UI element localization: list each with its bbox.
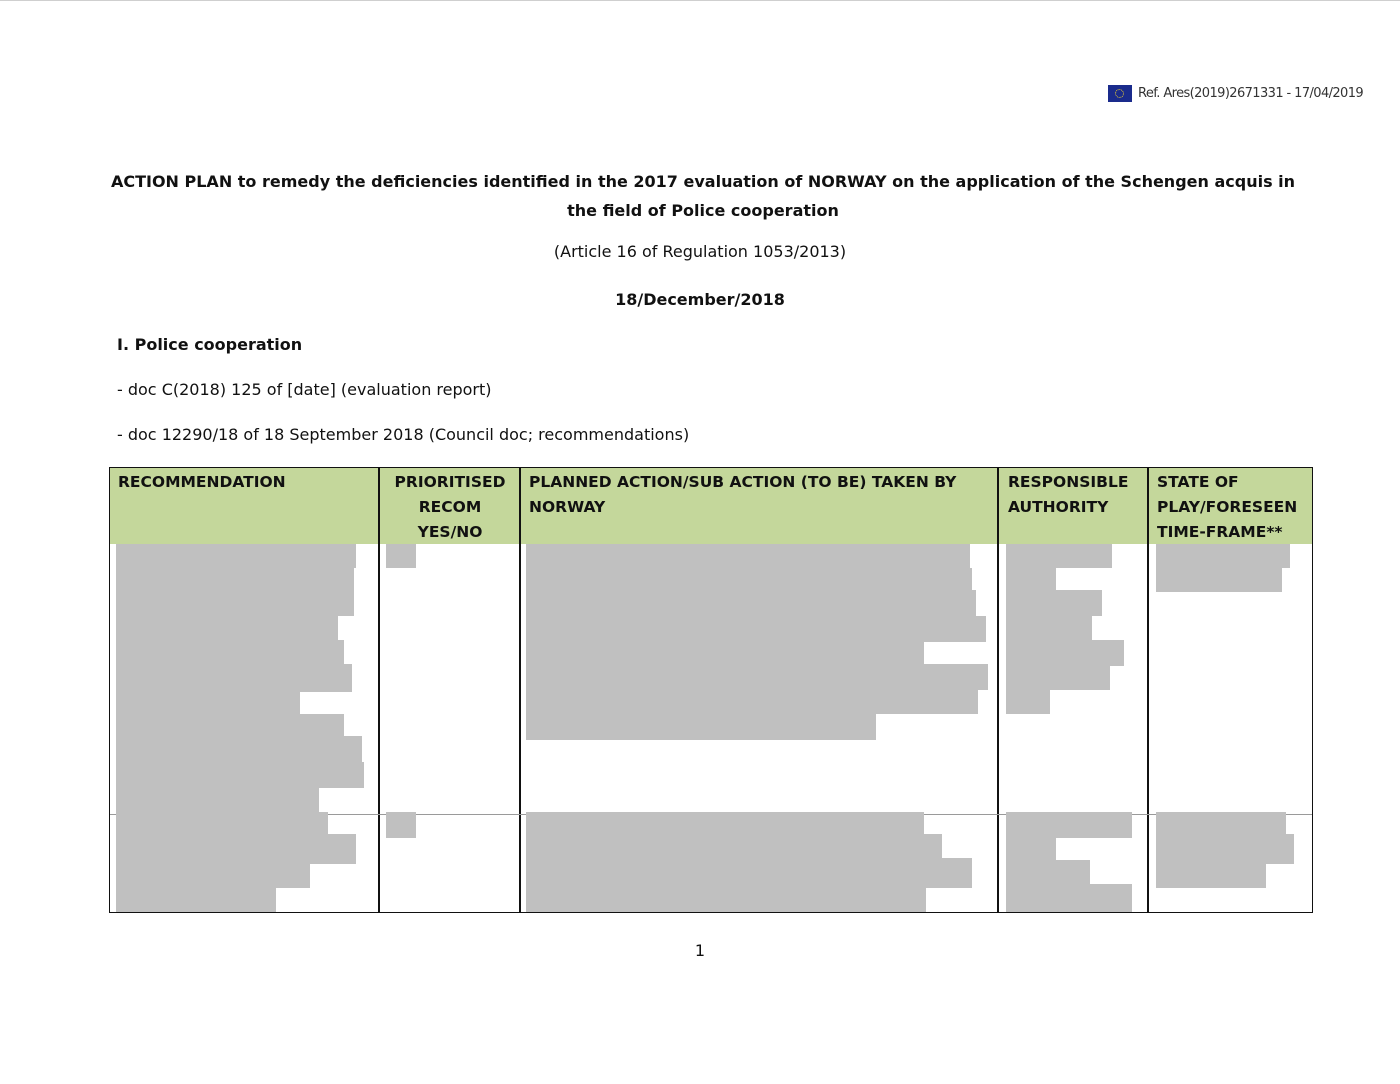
redacted-block — [116, 692, 300, 714]
redacted-block — [1156, 864, 1266, 888]
redacted-block — [1156, 568, 1282, 592]
redacted-block — [526, 664, 988, 690]
redacted-block — [1156, 544, 1290, 568]
column-divider — [1147, 468, 1149, 912]
document-date: 18/December/2018 — [615, 290, 785, 309]
column-header-planned-action: PLANNED ACTION/SUB ACTION (TO BE) TAKEN BY NORWAY — [529, 473, 957, 516]
redacted-block — [116, 864, 310, 888]
redacted-block — [1156, 812, 1286, 834]
column-header-recommendation: RECOMMENDATION — [118, 473, 286, 491]
redacted-block — [116, 616, 338, 640]
redacted-block — [526, 834, 942, 858]
redacted-block — [1156, 834, 1294, 864]
redacted-block — [1006, 860, 1090, 884]
redacted-block — [116, 888, 276, 912]
redacted-block — [116, 736, 362, 762]
redacted-block — [1006, 616, 1092, 640]
reference-stamp — [1108, 85, 1363, 102]
redacted-block — [526, 642, 924, 664]
redacted-block — [526, 544, 970, 568]
eu-flag-icon — [1108, 85, 1132, 102]
redacted-block — [526, 690, 978, 714]
redacted-block — [116, 762, 364, 788]
redacted-block — [116, 834, 356, 864]
section-heading: I. Police cooperation — [117, 335, 303, 354]
redacted-block — [526, 568, 972, 590]
redacted-block — [116, 664, 352, 692]
redacted-block — [1006, 640, 1124, 666]
redacted-block — [116, 788, 319, 812]
reference-line-1: - doc C(2018) 125 of [date] (evaluation report) — [117, 380, 492, 399]
redacted-block — [116, 544, 356, 568]
column-divider — [519, 468, 521, 912]
redacted-block — [1006, 590, 1102, 616]
reference-text: Ref. Ares(2019)2671331 - 17/04/2019 — [1138, 86, 1364, 101]
redacted-block — [526, 714, 876, 740]
redacted-block — [526, 616, 986, 642]
redacted-block — [1006, 812, 1132, 838]
redacted-block — [116, 812, 328, 834]
column-header-responsible-authority: RESPONSIBLE AUTHORITY — [1008, 473, 1129, 516]
document-title: ACTION PLAN to remedy the deficiencies identified in the 2017 evaluation of NORWAY on the application of the Schengen acquis in the field of Police cooperation — [110, 172, 1296, 220]
redacted-block — [526, 812, 924, 834]
redacted-block — [1006, 690, 1050, 714]
redacted-block — [386, 544, 416, 568]
column-header-state-of-play: STATE OF PLAY/FORESEEN TIME-FRAME** — [1157, 473, 1298, 541]
redacted-block — [386, 812, 416, 838]
page-number: 1 — [694, 941, 706, 960]
redacted-block — [116, 640, 344, 664]
redacted-block — [1006, 568, 1056, 590]
column-divider — [997, 468, 999, 912]
reference-line-2: - doc 12290/18 of 18 September 2018 (Council doc; recommendations) — [117, 425, 690, 444]
redacted-block — [1006, 838, 1056, 860]
redacted-block — [116, 568, 354, 616]
column-header-prioritised: PRIORITISED RECOM YES/NO — [394, 473, 506, 541]
redacted-block — [526, 888, 926, 912]
document-subtitle: (Article 16 of Regulation 1053/2013) — [553, 242, 847, 261]
redacted-block — [1006, 666, 1110, 690]
redacted-block — [1006, 544, 1112, 568]
action-plan-table — [109, 467, 1313, 913]
redacted-block — [116, 714, 344, 736]
redacted-block — [526, 858, 972, 888]
redacted-block — [1006, 884, 1132, 912]
redacted-block — [526, 590, 976, 616]
column-divider — [378, 468, 380, 912]
